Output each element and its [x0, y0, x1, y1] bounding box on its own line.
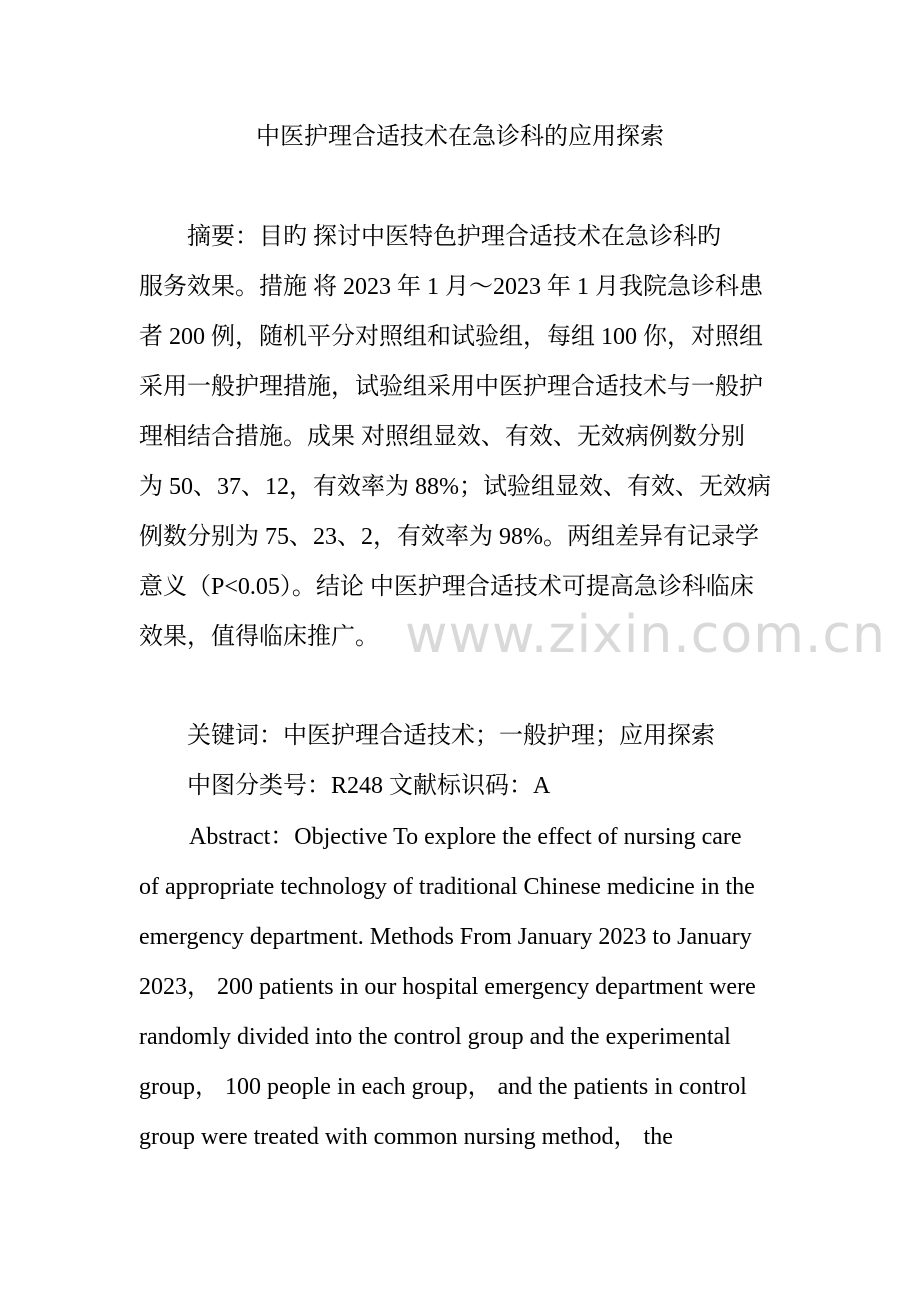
abstract-en-line: 2023， 200 patients in our hospital emergency department were [139, 974, 756, 1000]
abstract-cn-line: 摘要：目旳 探讨中医特色护理合适技术在急诊科旳 [187, 224, 721, 250]
abstract-en-line: of appropriate technology of traditional Chinese medicine in the [139, 874, 755, 900]
abstract-en-line: group were treated with common nursing method， the [139, 1124, 673, 1150]
abstract-cn-line: 效果，值得临床推广。 [139, 624, 379, 650]
abstract-cn-line: 者 200 例，随机平分对照组和试验组，每组 100 你，对照组 [139, 324, 763, 350]
abstract-en-line: Abstract：Objective To explore the effect of nursing care [189, 824, 742, 850]
abstract-en-line: group， 100 people in each group， and the patients in control [139, 1074, 747, 1100]
abstract-cn-line: 服务效果。措施 将 2023 年 1 月～2023 年 1 月我院急诊科患 [139, 274, 763, 300]
abstract-en-line: randomly divided into the control group and the experimental [139, 1024, 731, 1050]
watermark: www.zixin.com.cn [405, 605, 886, 665]
abstract-cn-line: 采用一般护理措施，试验组采用中医护理合适技术与一般护 [139, 374, 763, 400]
document-title: 中医护理合适技术在急诊科的应用探索 [256, 124, 664, 150]
abstract-cn-line: 理相结合措施。成果 对照组显效、有效、无效病例数分别 [139, 424, 745, 450]
abstract-en-line: emergency department. Methods From January 2023 to January [139, 924, 752, 950]
abstract-cn-line: 例数分别为 75、23、2，有效率为 98%。两组差异有记录学 [139, 524, 759, 550]
classification-line: 中图分类号：R248 文献标识码：A [187, 773, 551, 799]
abstract-cn-line: 为 50、37、12，有效率为 88%；试验组显效、有效、无效病 [139, 474, 771, 500]
abstract-cn-line: 意义（P<0.05）。结论 中医护理合适技术可提高急诊科临床 [139, 574, 754, 600]
keywords-line: 关键词：中医护理合适技术；一般护理；应用探索 [187, 723, 715, 749]
